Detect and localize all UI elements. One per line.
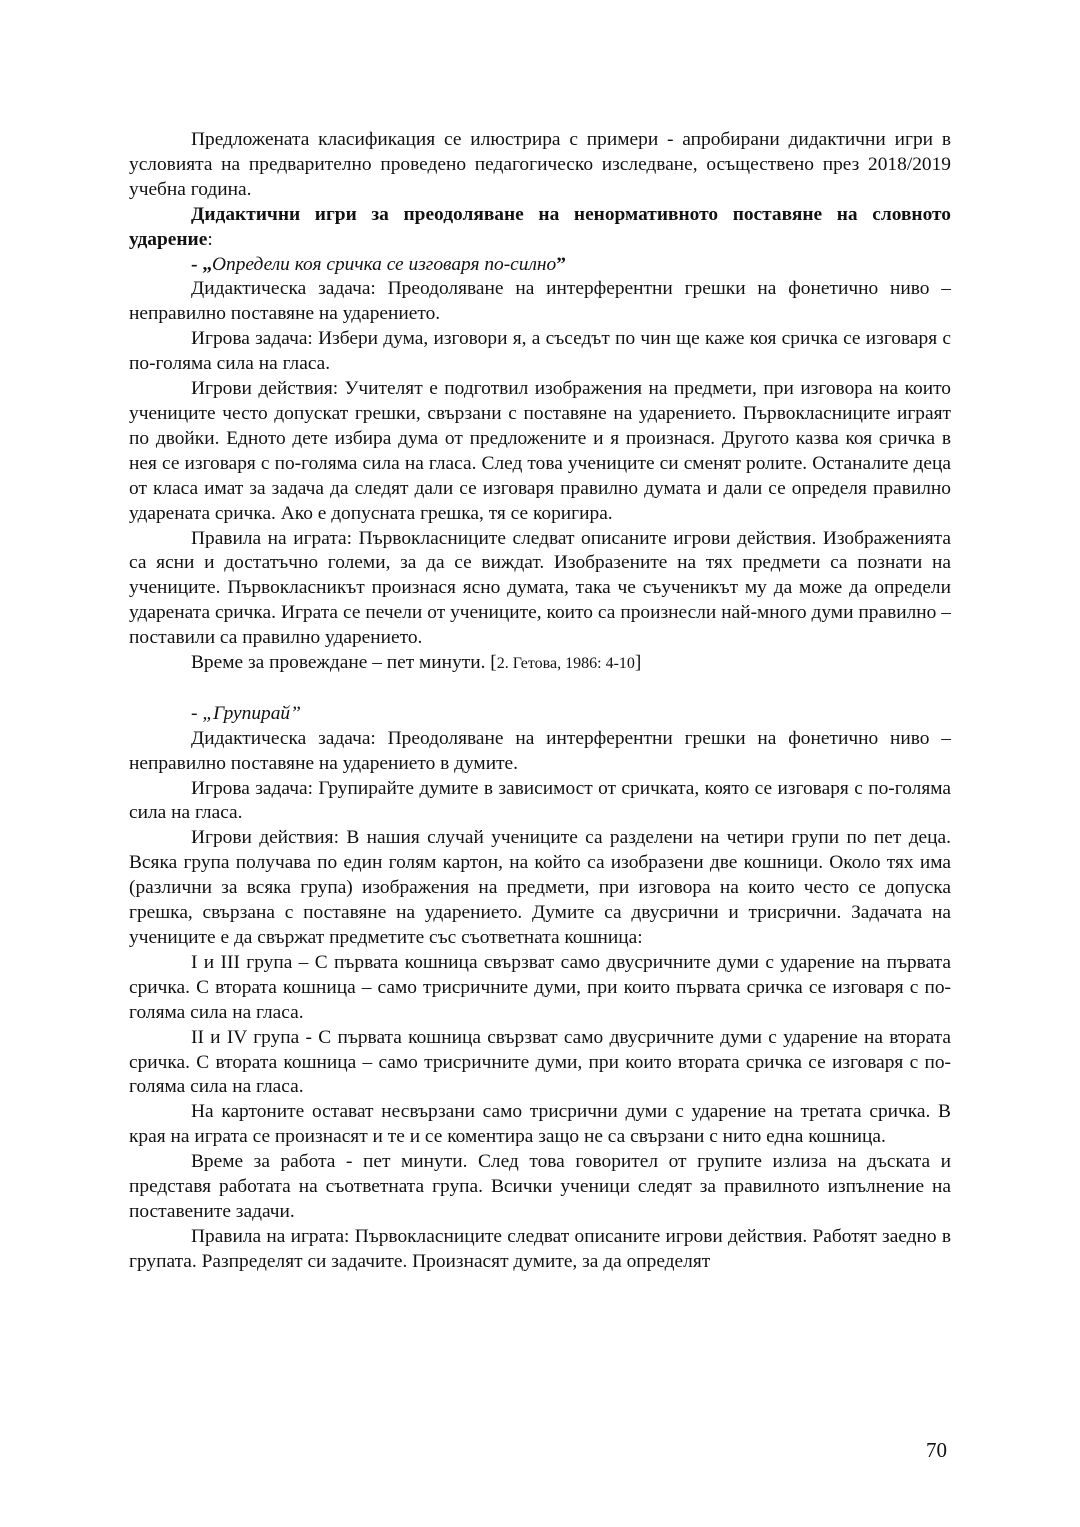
game1-title — [129, 253, 951, 278]
game1-game-actions: Игрови действия: Учителят е подготвил изображения на предмети, при изговора на които учениците често допускат грешки, свързани с поставяне на ударението. Първокласниците играят по двойки. Едното дете избира дума от предложените и я произнася. Другото казва коя сричка в нея се изговаря с по-голяма сила на гласа. След това учениците си сменят ролите. Останалите деца от класа имат за задача да следят дали се изговаря правилно думата и дали се определя правилно ударената сричка. Ако е допусната грешка, тя се коригира. — [129, 378, 951, 524]
game1-time — [129, 651, 951, 677]
game1-game-task: Игрова задача: Избери дума, изговори я, а съседът по чин ще каже коя сричка се изговаря с по-голяма сила на гласа. — [129, 328, 951, 375]
section-heading-colon: : — [207, 228, 213, 250]
section-heading-text: Дидактични игри за преодоляване на ненормативното поставяне на словното ударение — [129, 203, 951, 250]
game1-didactic-task: Дидактическа задача: Преодоляване на интерферентни грешки на фонетично ниво – неправилно поставяне на ударението. — [129, 278, 951, 325]
game2-title-prefix: - — [191, 702, 203, 724]
paragraph-spacer — [129, 677, 951, 702]
game2-group-1-3: І и ІІІ група – С първата кошница свързват само двусричните думи с ударение на първата сричка. С втората кошница – само трисричните думи, при които първата сричка се изговаря с по-голяма сила на гласа. — [129, 951, 951, 1023]
document-body — [129, 128, 951, 1275]
game2-leftover: На картоните остават несвързани само трисрични думи с ударение на третата сричка. В края на играта се произнасят и те и се коментира защо не са свързани с нито една кошница. — [129, 1101, 951, 1148]
game2-title-text: „Групирай” — [202, 702, 301, 724]
game2-game-actions: Игрови действия: В нашия случай учениците са разделени на четири групи по пет деца. Всяка група получава по един голям картон, на който са изобразени две кошници. Около тях има (различни за всяка група) изображения на предмети, при изговора на които често се допуска грешка, свързана с поставяне на ударението. Думите са двусрични и трисрични. Задачата на учениците е да свържат предметите със съответната кошница: — [129, 827, 951, 948]
game1-reference: 2. Гетова, 1986: 4-10 — [496, 655, 635, 673]
game2-rules: Правила на играта: Първокласниците следват описаните игрови действия. Работят заедно в групата. Разпределят си задачите. Произнасят думите, за да определят — [129, 1225, 951, 1272]
section-heading — [129, 203, 951, 253]
game2-group-2-4: ІІ и ІV група - С първата кошница свързват само двусричните думи с ударение на втората сричка. С втората кошница – само трисричните думи, при които втората сричка се изговаря с по-голяма сила на гласа. — [129, 1026, 951, 1098]
game1-title-suffix: ” — [556, 253, 566, 275]
game2-didactic-task: Дидактическа задача: Преодоляване на интерферентни грешки на фонетично ниво – неправилно поставяне на ударението в думите. — [129, 727, 951, 774]
game1-time-text: Време за провеждане – пет минути. [ — [191, 652, 497, 674]
game1-reference-close: ] — [634, 652, 642, 674]
game1-title-prefix: - „ — [191, 253, 213, 275]
game2-game-task: Игрова задача: Групирайте думите в зависимост от сричката, която се изговаря с по-голяма сила на гласа. — [129, 777, 951, 824]
game2-work-time: Време за работа - пет минути. След това говорител от групите излиза на дъската и представя работата на съответната група. Всички ученици следят за правилното изпълнение на поставените задачи. — [129, 1151, 951, 1222]
game1-rules: Правила на играта: Първокласниците следват описаните игрови действия. Изображенията са ясни и достатъчно големи, за да се виждат. Изобразените на тях предмети са познати на учениците. Първокласникът произнася ясно думата, така че съученикът му да може да определи ударената сричка. Играта се печели от учениците, които са произнесли най-много думи правилно – поставили са правилно ударението. — [129, 527, 951, 649]
page-number: 70 — [926, 1438, 947, 1462]
game2-title — [129, 702, 951, 727]
game1-title-text: Определи коя сричка се изговаря по-силно — [212, 253, 557, 275]
intro-paragraph: Предложената класификация се илюстрира с примери - апробирани дидактични игри в условията на предварително проведено педагогическо изследване, осъществено през 2018/2019 учебна година. — [129, 129, 951, 200]
